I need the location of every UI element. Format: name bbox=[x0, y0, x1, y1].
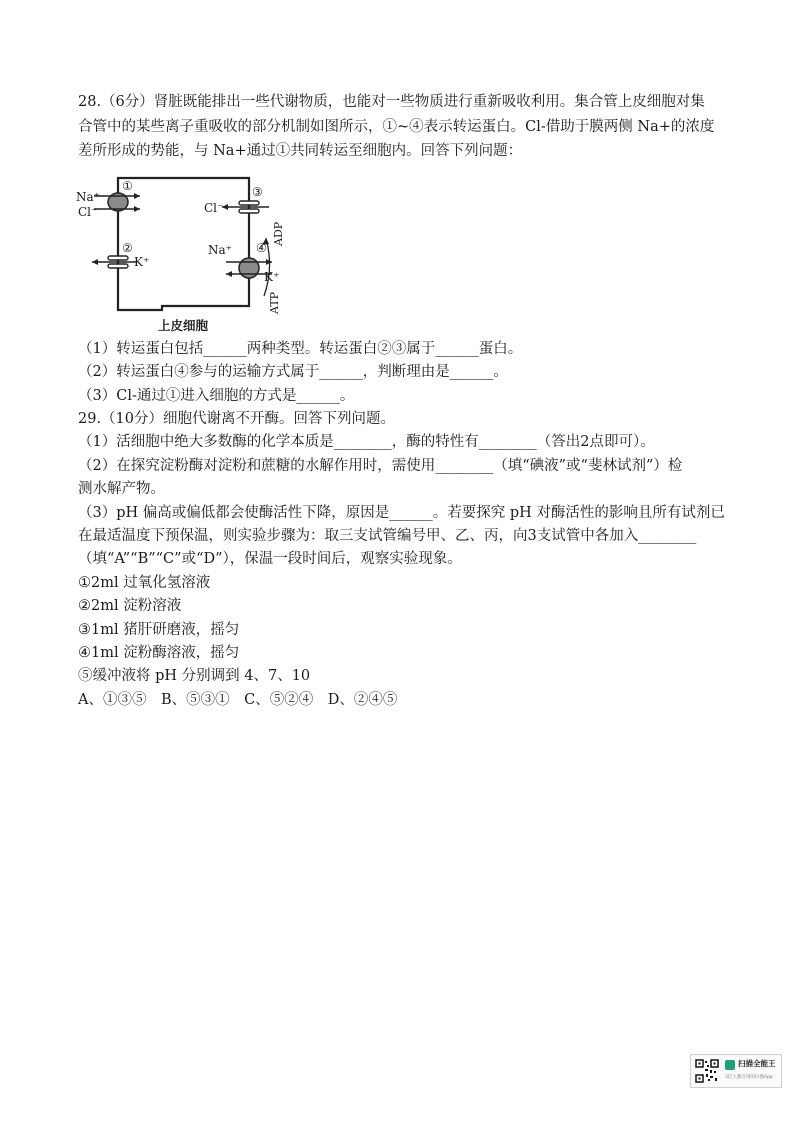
label-3: ③ bbox=[252, 185, 263, 199]
camscanner-logo bbox=[690, 1054, 782, 1088]
q28-sub-3: （3）Cl-通过①进入细胞的方式是______。 bbox=[78, 388, 355, 404]
q28-stem-line-2: 合管中的某些离子重吸收的部分机制如图所示，①~④表示转运蛋白。Cl-借助于膜两侧 Na+的浓度 bbox=[78, 119, 715, 135]
cs-badge-icon bbox=[725, 1060, 735, 1070]
q28-sub-1: （1）转运蛋白包括______两种类型。转运蛋白②③属于______蛋白。 bbox=[78, 341, 523, 357]
q29-option-2: ②2ml 淀粉溶液 bbox=[78, 598, 182, 614]
label-1: ① bbox=[122, 179, 133, 193]
logo-subtext: 3亿人都在用的扫描App bbox=[725, 1075, 773, 1080]
epithelial-cell-diagram bbox=[74, 168, 314, 336]
na-left-label: Na⁺ bbox=[76, 190, 100, 204]
adp-label: ADP bbox=[272, 221, 285, 246]
k-left-label: K⁺ bbox=[134, 255, 150, 269]
q28-stem-line-3: 差所形成的势能，与 Na+通过①共同转运至细胞内。回答下列问题： bbox=[78, 143, 523, 159]
qr-code-icon bbox=[695, 1059, 719, 1083]
q28-sub-2: （2）转运蛋白④参与的运输方式属于______，判断理由是______。 bbox=[78, 364, 508, 380]
logo-text: 扫描全能王 bbox=[738, 1059, 776, 1068]
q29-sub-3-line-3: （填“A”“B”“C”或“D”），保温一段时间后，观察实验现象。 bbox=[78, 551, 462, 567]
q29-option-1: ①2ml 过氧化氢溶液 bbox=[78, 575, 211, 591]
na-right-label: Na⁺ bbox=[208, 243, 232, 257]
transporter-2 bbox=[108, 256, 128, 260]
q29-sub-1: （1）活细胞中绝大多数酶的化学本质是________，酶的特性有________（答出2点即可）。 bbox=[78, 434, 655, 450]
q29-stem: 29.（10分）细胞代谢离不开酶。回答下列问题。 bbox=[78, 411, 396, 427]
cl-left-label: Cl⁻ bbox=[78, 205, 98, 219]
cl-right-label: Cl⁻ bbox=[204, 201, 224, 215]
q29-sub-2-line-2: 测水解产物。 bbox=[78, 481, 165, 497]
transporter-3 bbox=[239, 201, 259, 205]
label-4: ④ bbox=[256, 241, 267, 255]
q29-choices: A、①③⑤ B、⑤③① C、⑤②④ D、②④⑤ bbox=[78, 692, 398, 708]
label-2: ② bbox=[122, 241, 133, 255]
diagram-caption: 上皮细胞 bbox=[158, 318, 209, 333]
k-right-label: K⁺ bbox=[264, 270, 280, 284]
atp-label: ATP bbox=[268, 291, 281, 314]
q29-sub-3-line-1: （3）pH 偏高或偏低都会使酶活性下降，原因是______。若要探究 pH 对酶活性的影响且所有试剂已 bbox=[78, 505, 725, 521]
q29-option-3: ③1ml 猪肝研磨液，摇匀 bbox=[78, 622, 240, 638]
transporter-4 bbox=[239, 258, 259, 278]
q29-option-5: ⑤缓冲液将 pH 分别调到 4、7、10 bbox=[78, 668, 311, 684]
q28-stem-line-1: 28.（6分）肾脏既能排出一些代谢物质，也能对一些物质进行重新吸收利用。集合管上皮细胞对集 bbox=[78, 94, 705, 110]
q29-sub-2-line-1: （2）在探究淀粉酶对淀粉和蔗糖的水解作用时，需使用________（填“碘液”或“斐林试剂”）检 bbox=[78, 458, 683, 474]
q29-option-4: ④1ml 淀粉酶溶液，摇匀 bbox=[78, 645, 240, 661]
q29-sub-3-line-2: 在最适温度下预保温，则实验步骤为：取三支试管编号甲、乙、丙，向3支试管中各加入________ bbox=[78, 528, 697, 544]
